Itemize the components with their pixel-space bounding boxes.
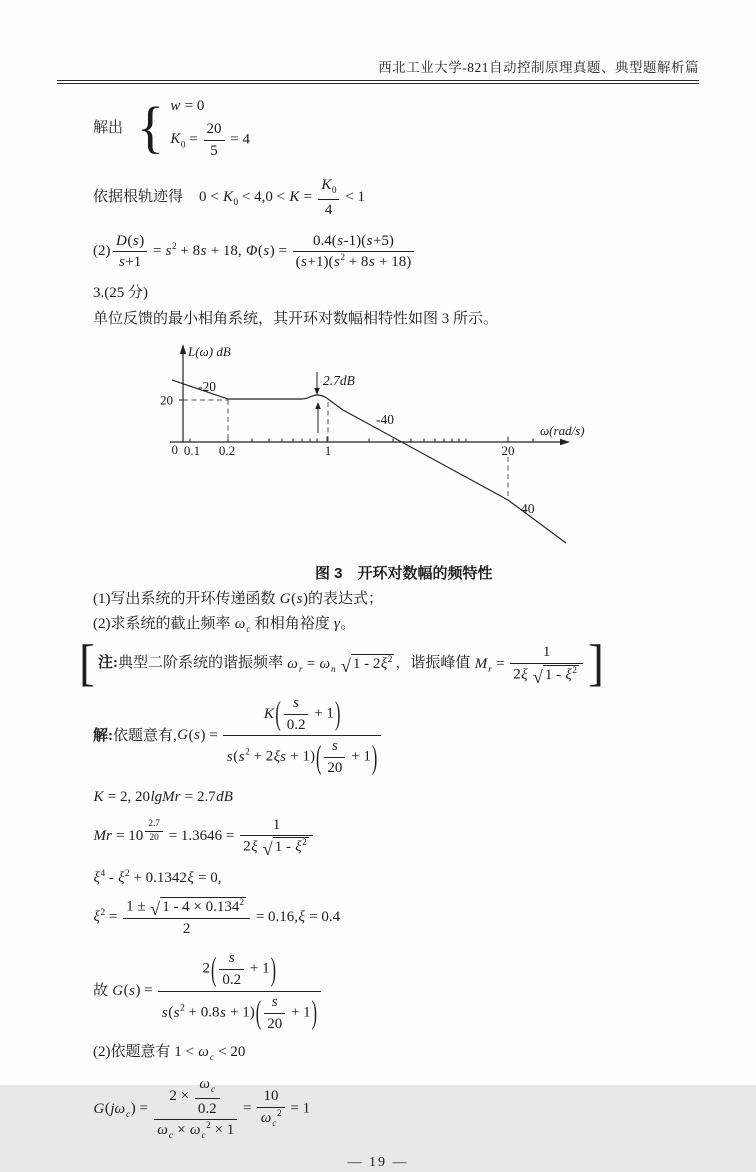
page-number: — 19 — — [347, 1155, 409, 1171]
bode-plot-svg — [140, 339, 660, 555]
case-w-equation: w = 0 — [170, 98, 205, 114]
slope-40-label: 40 — [521, 500, 535, 516]
peak-down-arrow — [314, 372, 320, 395]
peak-up-arrow — [315, 402, 321, 433]
x-tick-1-label: 1 — [324, 442, 332, 458]
root-locus-line — [93, 176, 699, 219]
question-2-math-wc: $\omega_c$ — [234, 615, 251, 635]
cases-group — [170, 97, 250, 160]
solution-line-k — [93, 788, 699, 807]
x-tick-20-label: 20 — [501, 442, 515, 458]
origin-label: 0 — [171, 441, 178, 457]
solution-line-gs — [93, 694, 699, 778]
note-label: 注: — [97, 655, 118, 672]
y-tick-20-label: 20 — [160, 392, 173, 408]
part2-result-line — [93, 232, 699, 273]
solve-label: 解出 — [93, 120, 124, 137]
solution-gjw-math: $G(j\omega_c)$ = 2 × $\frac{\omega_c}{0.2}$ $\omega_c \times \omega_c^2 \times 1$ = $\frac{10}{\omega_c^2}$ = 1 — [93, 1076, 311, 1142]
note-text-1: 典型二阶系统的谐振频率 — [117, 655, 287, 672]
x-axis-label: ω(rad/s) — [540, 422, 585, 438]
solution-line-xi2 — [93, 897, 699, 939]
x-tick-02-label: 0.2 — [218, 442, 236, 458]
solution-gs-final-math: G(s) = 2( $\frac{s}{0.2}$ + 1) $s(s^2 + 0.8s + 1)$( $\frac{s}{20}$ + 1) — [112, 949, 323, 1033]
hence-label: 故 — [93, 983, 112, 1000]
y-axis-label: L(ω) dB — [188, 343, 231, 359]
slope-minus20-label: -20 — [198, 378, 216, 394]
note-math-peak-value: $M_r$ = 1 2ξ √ $1 - \xi^2$ — [474, 656, 585, 672]
question-2-mid: 和相角裕度 — [250, 615, 334, 632]
solution-part2-prefix: (2)依题意有 — [93, 1044, 175, 1061]
solution-mr-math: Mr = 10 $^{\frac{2.7}{20}}$ = 1.3646 = 1 2ξ √ $1 - \xi^2$ — [93, 816, 315, 858]
question-1 — [93, 590, 699, 609]
note-bracket-left: [ — [79, 635, 95, 692]
peak-2-7db-label: 2.7dB — [323, 372, 355, 388]
cases-left-brace: { — [137, 96, 164, 160]
note-block — [79, 635, 699, 692]
root-locus-label: 依据根轨迹得 — [93, 189, 184, 206]
figure-curve — [172, 380, 566, 543]
solution-k-math: K = 2, 20lgMr = 2.7dB — [93, 788, 233, 805]
problem-3-statement: 单位反馈的最小相角系统，其开环对数幅相特性如图 3 所示。 — [93, 310, 499, 327]
solution-intro: 依题意有, — [113, 727, 177, 744]
solution-line-gjw — [93, 1075, 699, 1143]
question-2-suffix: 。 — [340, 615, 356, 632]
double-rule — [57, 80, 699, 84]
question-2-prefix: (2)求系统的截止频率 — [93, 615, 235, 632]
solution-part2-line — [93, 1043, 699, 1065]
problem-3-heading — [93, 284, 699, 303]
note-math-resonant-freq: $\omega_r = \omega_n$ √ $1 - 2\xi^2$ — [287, 655, 393, 677]
solution-gs-math: G(s) = K( $\frac{s}{0.2}$ + 1) $s(s^2 + 2\xi s + 1)$( $\frac{s}{20}$ + 1) — [177, 694, 383, 778]
x-axis-arrow — [560, 438, 570, 444]
y-axis-arrow — [180, 344, 186, 354]
part2-result-math: (2) $\frac{D(s)}{s+1}$ = $s^2 + 8s + 18$, Φ(s) = $\frac{0.4(s-1)(s+5)}{(s+1)(s^2 + 8s + 18)}$ — [93, 243, 416, 259]
slope-minus40-label: -40 — [376, 411, 394, 427]
x-tick-01-label: 0.1 — [183, 442, 201, 458]
solution-label: 解: — [93, 727, 113, 744]
solution-xi2-math: $\xi^2$ = 1 ± √ $1 - 4 \times 0.134^2$ 2 = 0.16,ξ = 0.4 — [93, 897, 341, 937]
note-body — [98, 643, 585, 685]
question-2-math-gamma: γ — [334, 615, 340, 632]
bode-figure — [140, 339, 699, 561]
solution-line-gs-final — [93, 949, 699, 1033]
question-1-suffix: 的表达式； — [307, 591, 383, 608]
header-title: 西北工业大学-821自动控制原理真题、典型题解析篇 — [378, 60, 699, 75]
solution-xi4-math: $\xi^4 - \xi^2 + 0.1342\xi = 0$, — [93, 869, 222, 887]
solve-output-block — [93, 97, 699, 160]
question-1-prefix: (1)写出系统的开环传递函数 — [93, 591, 280, 608]
case-k0-equation: $K_0$ = $\frac{20}{5}$ = 4 — [170, 120, 251, 159]
question-2 — [93, 615, 699, 637]
note-text-2: ，谐振峰值 — [395, 655, 475, 672]
problem-3-number: 3.(25 分) — [93, 285, 148, 302]
root-locus-math: $0 < K_0 < 4,0 < K$ = $\frac{K_0}{4}$ < 1 — [199, 177, 365, 218]
solution-line-xi4 — [93, 869, 699, 888]
solution-part2-math: $1 < \omega_c < 20$ — [174, 1044, 246, 1064]
question-1-math: G(s) — [279, 591, 308, 608]
page-content — [57, 97, 699, 1172]
axis-ticks — [179, 400, 533, 442]
note-bracket-right: ] — [587, 635, 604, 692]
figure-caption: 图 3 开环对数幅的频特性 — [315, 565, 493, 583]
solution-line-mr — [93, 816, 699, 858]
